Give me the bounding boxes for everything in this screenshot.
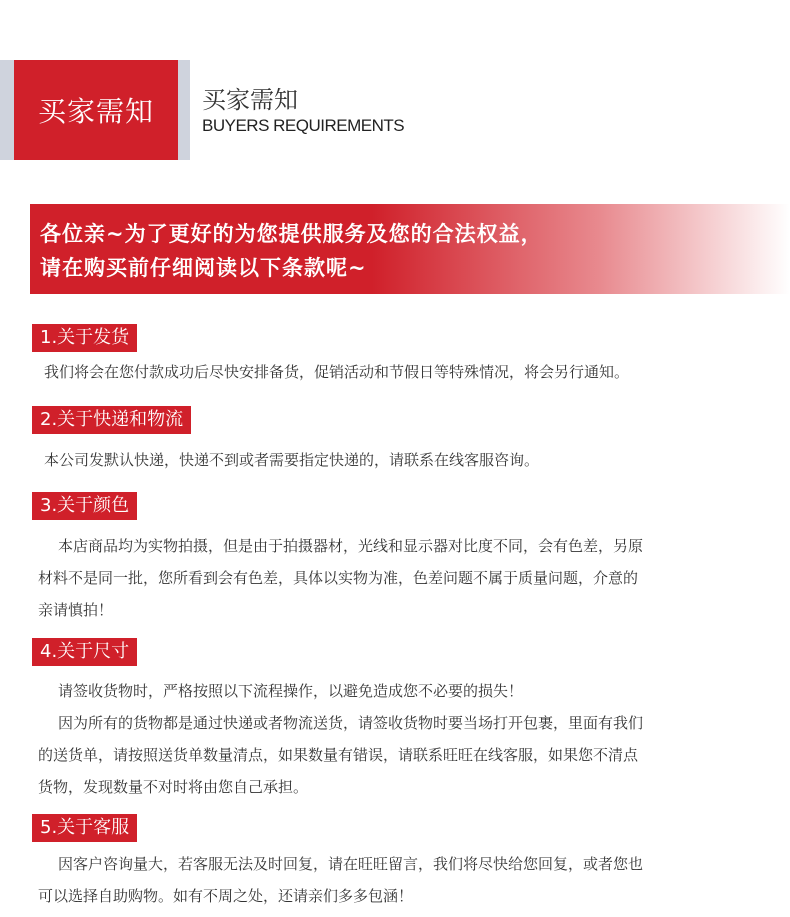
section-4-line-3: 的送货单，请按照送货单数量清点，如果数量有错误，请联系旺旺在线客服，如果您不清点 <box>38 746 639 764</box>
header-title-en: BUYERS REQUIREMENTS <box>202 116 405 135</box>
section-3-line-1: 本店商品均为实物拍摄，但是由于拍摄器材，光线和显示器对比度不同，会有色差，另原 <box>58 537 644 555</box>
section-1-label: 1.关于发货 <box>32 324 137 352</box>
banner-line-1: 各位亲~为了更好的为您提供服务及您的合法权益， <box>40 221 543 246</box>
section-5-label: 5.关于客服 <box>32 814 137 842</box>
section-3-line-2: 材料不是同一批，您所看到会有色差，具体以实物为准，色差问题不属于质量问题，介意的 <box>38 569 639 587</box>
section-1-line-1: 我们将会在您付款成功后尽快安排备货，促销活动和节假日等特殊情况，将会另行通知。 <box>44 363 630 381</box>
section-2-label: 2.关于快递和物流 <box>32 406 191 434</box>
header-badge-text: 买家需知 <box>37 95 154 128</box>
section-5-line-2: 可以选择自助购物。如有不周之处，还请亲们多多包涵！ <box>38 887 414 905</box>
header-badge <box>14 60 178 160</box>
section-4-line-4: 货物，发现数量不对时将由您自己承担。 <box>38 778 309 796</box>
section-3-label: 3.关于颜色 <box>32 492 137 520</box>
notice-banner <box>30 204 790 294</box>
banner-line-2: 请在购买前仔细阅读以下条款呢~ <box>40 255 367 280</box>
section-4-line-1: 请签收货物时，严格按照以下流程操作，以避免造成您不必要的损失！ <box>58 682 524 700</box>
section-2-line-1: 本公司发默认快递，快递不到或者需要指定快递的，请联系在线客服咨询。 <box>44 451 540 469</box>
section-3-text <box>38 530 778 626</box>
section-4-line-2: 因为所有的货物都是通过快递或者物流送货，请签收货物时要当场打开包裹，里面有我们 <box>58 714 644 732</box>
section-2-text <box>44 444 784 476</box>
header-title-cn: 买家需知 <box>202 86 298 114</box>
section-4-text <box>38 675 778 803</box>
section-5-line-1: 因客户咨询量大，若客服无法及时回复，请在旺旺留言，我们将尽快给您回复，或者您也 <box>58 855 644 873</box>
section-1-text <box>44 356 784 388</box>
section-5-text <box>38 848 778 912</box>
section-4-label: 4.关于尺寸 <box>32 638 137 666</box>
section-3-line-3: 亲请慎拍！ <box>38 601 114 619</box>
